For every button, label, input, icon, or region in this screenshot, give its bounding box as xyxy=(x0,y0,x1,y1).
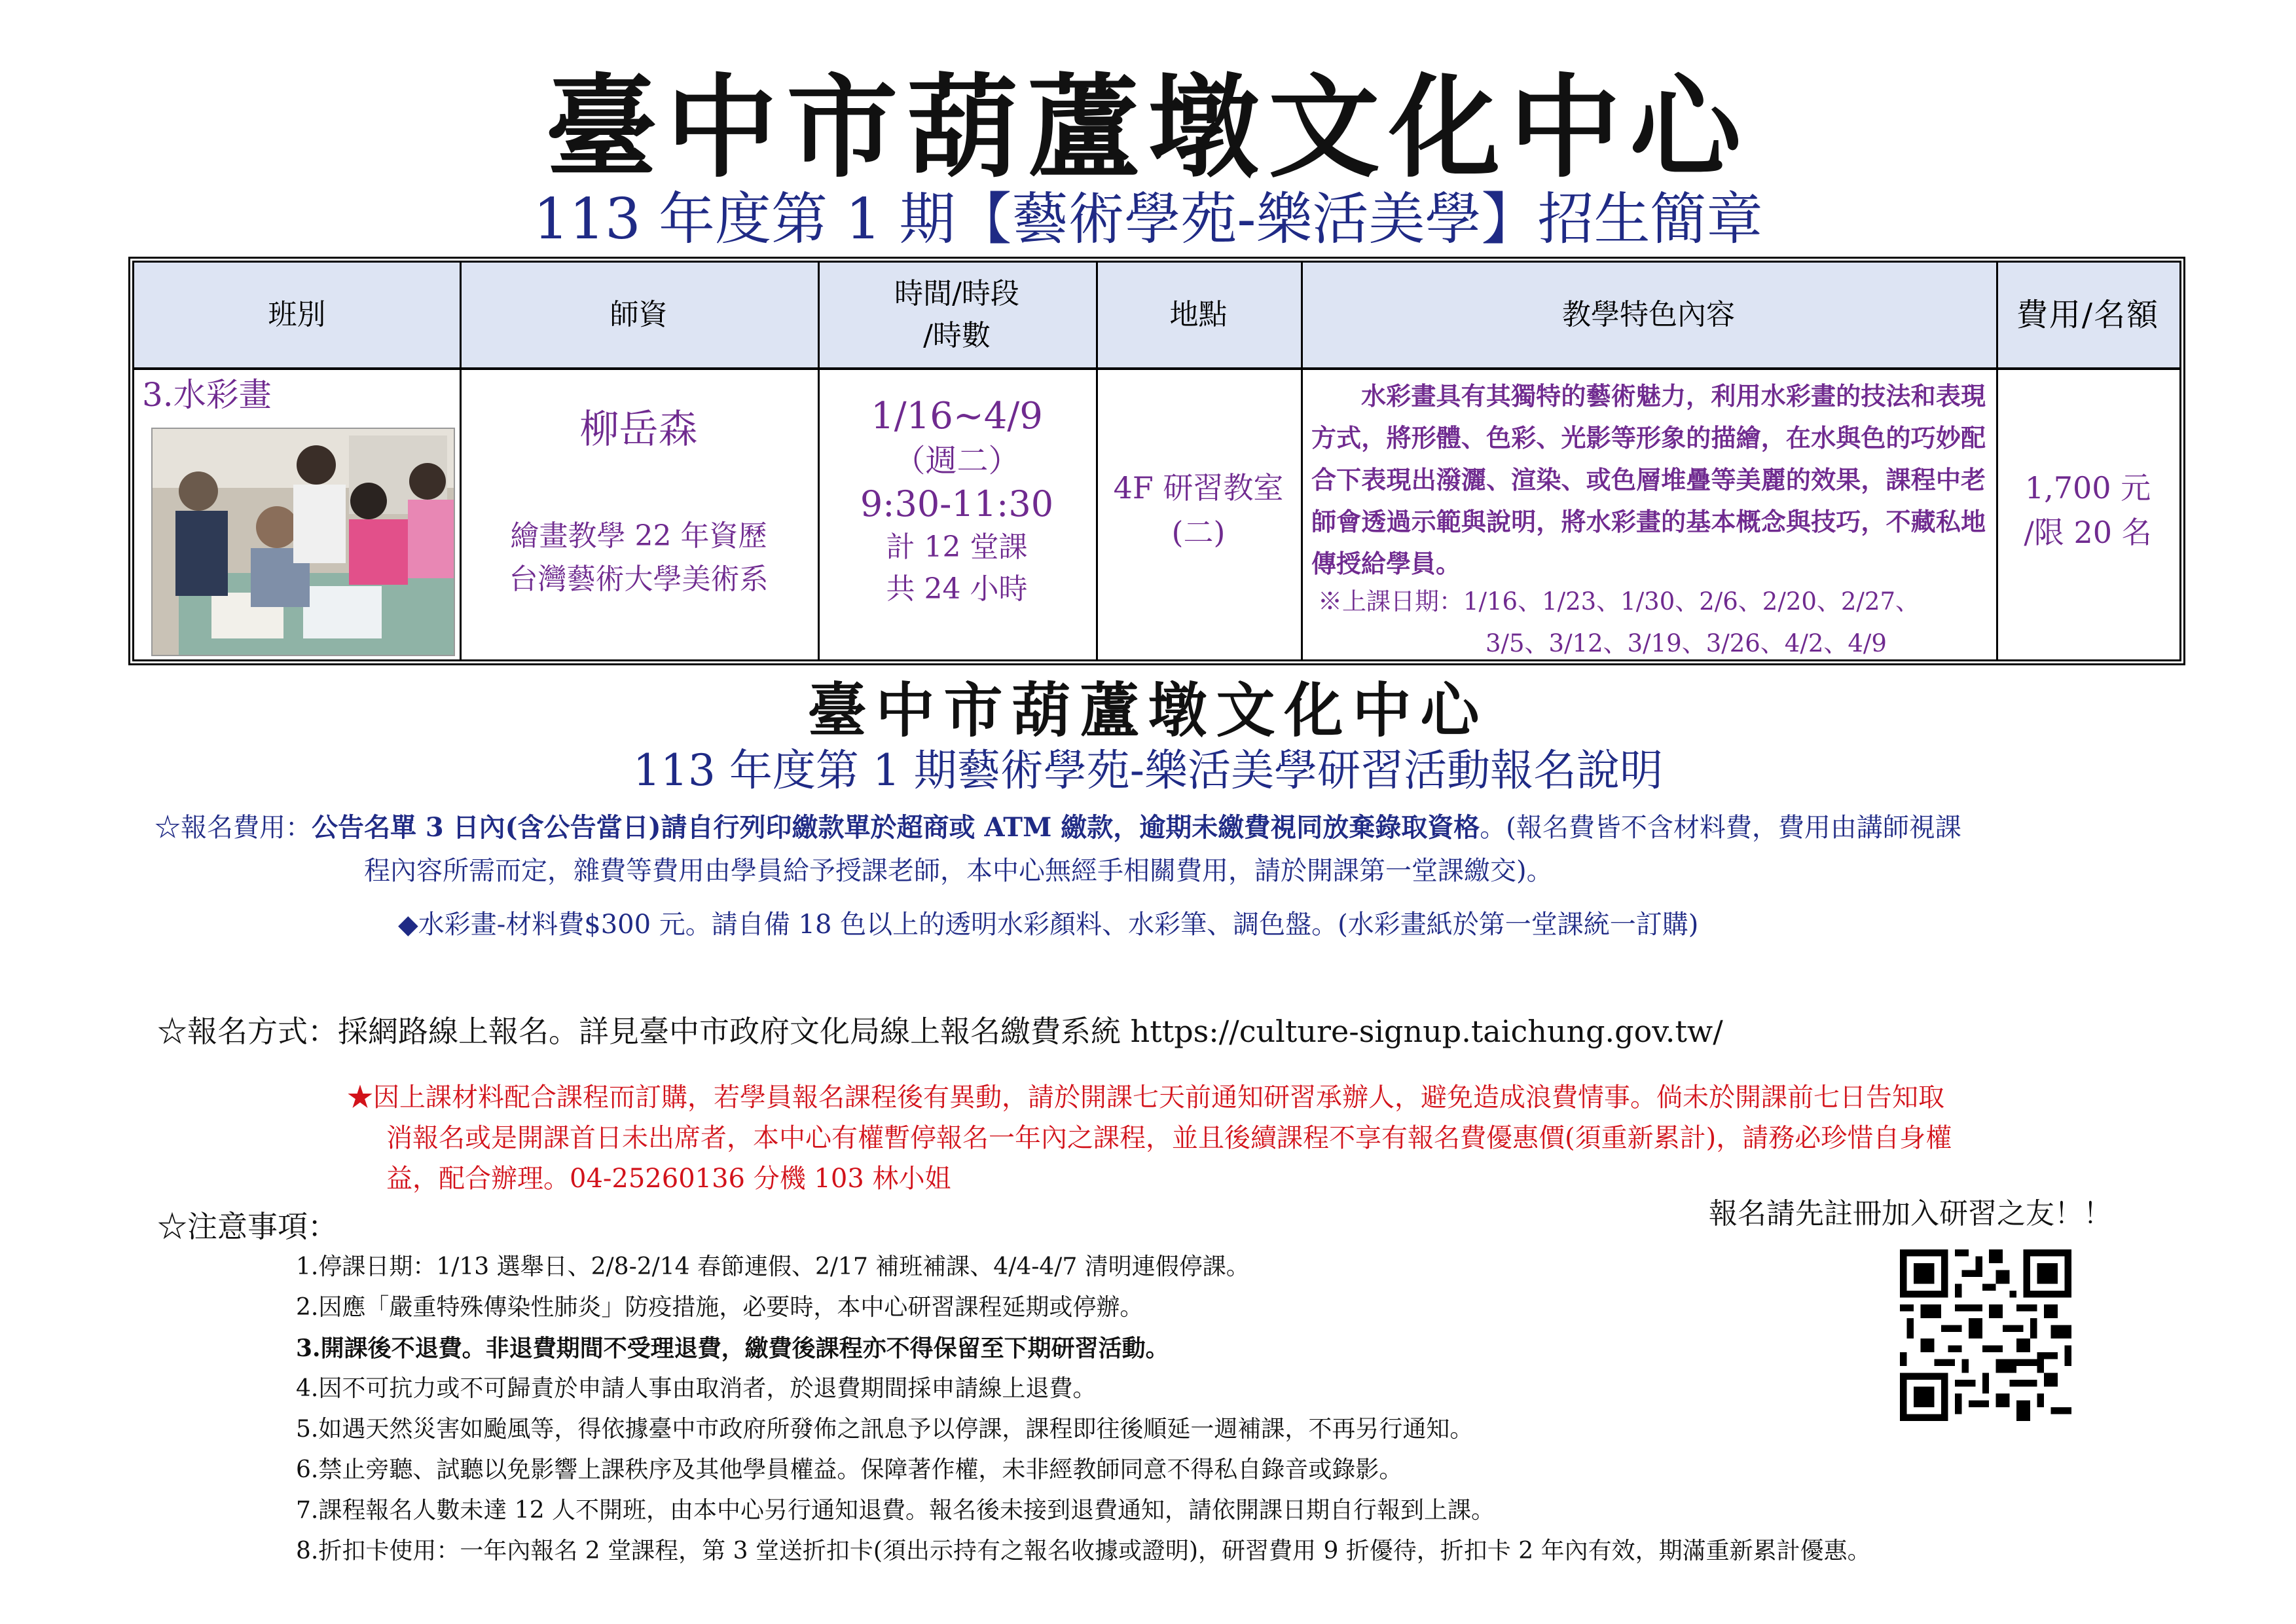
note-item: 1.停課日期：1/13 選舉日、2/8-2/14 春節連假、2/17 補班補課、4/4-4/7 清明連假停課。 xyxy=(296,1253,1250,1280)
note-item: 3.開課後不退費。非退費期間不受理退費，繳費後課程亦不得保留至下期研習活動。 xyxy=(296,1335,1169,1362)
course-quota: /限 20 名 xyxy=(2024,515,2152,550)
note-item: 7.課程報名人數未達 12 人不開班，由本中心另行通知退費。報名後未接到退費通知，請依開課日期自行報到上課。 xyxy=(296,1497,1495,1524)
warning-line3: 益，配合辦理。04-25260136 分機 103 林小姐 xyxy=(386,1164,951,1194)
course-hours: 共 24 小時 xyxy=(886,572,1028,606)
location-line2: (二) xyxy=(1171,515,1226,550)
page-title: 113 年度第 1 期【藝術學苑-樂活美學】招生簡章 xyxy=(533,187,1763,252)
header-fee: 費用/名額 xyxy=(2016,297,2160,333)
note-item: 8.折扣卡使用：一年內報名 2 堂課程，第 3 堂送折扣卡(須出示持有之報名收據或證明)，研習費用 9 折優待，折扣卡 2 年內有效，期滿重新累計優惠。 xyxy=(296,1538,1871,1564)
course-weekday: （週二） xyxy=(894,443,1020,479)
header-location: 地點 xyxy=(1169,298,1228,331)
course-description: 水彩畫具有其獨特的藝術魅力，利用水彩畫的技法和表現方式，將形體、色彩、光影等形象的描繪，在水與色的巧妙配合下表現出潑灑、渲染、或色層堆疊等美麗的效果，課程中老師會透過示範與說明，將水彩畫的基本概念與技巧，不藏私地傳授給學員。 xyxy=(1311,381,1986,578)
teacher-name: 柳岳森 xyxy=(579,407,698,452)
teacher-bio-line2: 台灣藝術大學美術系 xyxy=(509,563,769,596)
section-title: 113 年度第 1 期藝術學苑-樂活美學研習活動報名說明 xyxy=(632,745,1664,796)
note-item: 6.禁止旁聽、試聽以免影響上課秩序及其他學員權益。保障著作權，未非經教師同意不得私自錄音或錄影。 xyxy=(296,1456,1403,1483)
class-dates-line2: 3/5、3/12、3/19、3/26、4/2、4/9 xyxy=(1485,629,1887,657)
header-description: 教學特色內容 xyxy=(1562,298,1735,331)
qr-code[interactable] xyxy=(1900,1249,2071,1421)
location-line1: 4F 研習教室 xyxy=(1113,470,1284,506)
course-table xyxy=(128,257,2185,665)
fee-info-line2: 程內容所需而定，雜費等費用由學員給予授課老師，本中心無經手相關費用，請於開課第一堂課繳交)。 xyxy=(364,856,1553,886)
note-item: 4.因不可抗力或不可歸責於申請人事由取消者，於退費期間採申請線上退費。 xyxy=(296,1375,1097,1402)
register-note: 報名請先註冊加入研習之友！！ xyxy=(1709,1197,2112,1230)
fee-info-bold: 公告名單 3 日內(含公告當日)請自行列印繳款單於超商或 ATM 繳款，逾期未繳費視同放棄錄取資格 xyxy=(312,812,1480,843)
qr-code-graphic xyxy=(1900,1249,2071,1421)
fee-info-note: 。(報名費皆不含材料費，費用由講師視課 xyxy=(1480,813,1961,843)
fee-info-line1 xyxy=(155,807,1961,849)
note-item: 5.如遇天然災害如颱風等，得依據臺中市政府所發佈之訊息予以停課，課程即往後順延一週補課，不再另行通知。 xyxy=(296,1416,1474,1443)
warning-line2: 消報名或是開課首日未出席者，本中心有權暫停報名一年內之課程，並且後續課程不享有報名費優惠價(須重新累計)，請務必珍惜自身權 xyxy=(386,1123,1952,1153)
class-photo xyxy=(151,428,455,656)
class-name: 3.水彩畫 xyxy=(142,376,272,414)
org-logo-text: 臺中市葫蘆墩文化中心 xyxy=(545,62,1751,193)
header-time: 時間/時段 /時數 xyxy=(894,277,1019,352)
signup-method: ☆報名方式：採網路線上報名。詳見臺中市政府文化局線上報名繳費系統 https://culture-signup.taichung.gov.tw/ xyxy=(157,1014,1723,1049)
fee-info-label: ☆報名費用： xyxy=(155,813,312,843)
course-dates: 1/16~4/9 xyxy=(871,395,1043,437)
org-logo-text-secondary: 臺中市葫蘆墩文化中心 xyxy=(807,676,1489,745)
material-fee: ◆水彩畫-材料費$300 元。請自備 18 色以上的透明水彩顏料、水彩筆、調色盤。(水彩畫紙於第一堂課統一訂購) xyxy=(398,910,1699,940)
course-fee: 1,700 元 xyxy=(2024,470,2151,506)
note-item: 2.因應「嚴重特殊傳染性肺炎」防疫措施，必要時，本中心研習課程延期或停辦。 xyxy=(296,1294,1144,1321)
course-sessions: 計 12 堂課 xyxy=(886,530,1028,564)
class-photo-illustration xyxy=(153,429,454,655)
class-dates-line1: ※上課日期：1/16、1/23、1/30、2/6、2/20、2/27、 xyxy=(1318,587,1920,616)
header-class: 班別 xyxy=(268,298,326,331)
notes-heading: ☆注意事項： xyxy=(157,1209,338,1244)
teacher-bio-line1: 繪畫教學 22 年資歷 xyxy=(510,519,767,553)
header-teacher: 師資 xyxy=(610,298,668,331)
course-time: 9:30-11:30 xyxy=(860,483,1054,525)
warning-line1: ★因上課材料配合課程而訂購，若學員報名課程後有異動，請於開課七天前通知研習承辦人，避免造成浪費情事。倘未於開課前七日告知取 xyxy=(347,1082,1944,1113)
